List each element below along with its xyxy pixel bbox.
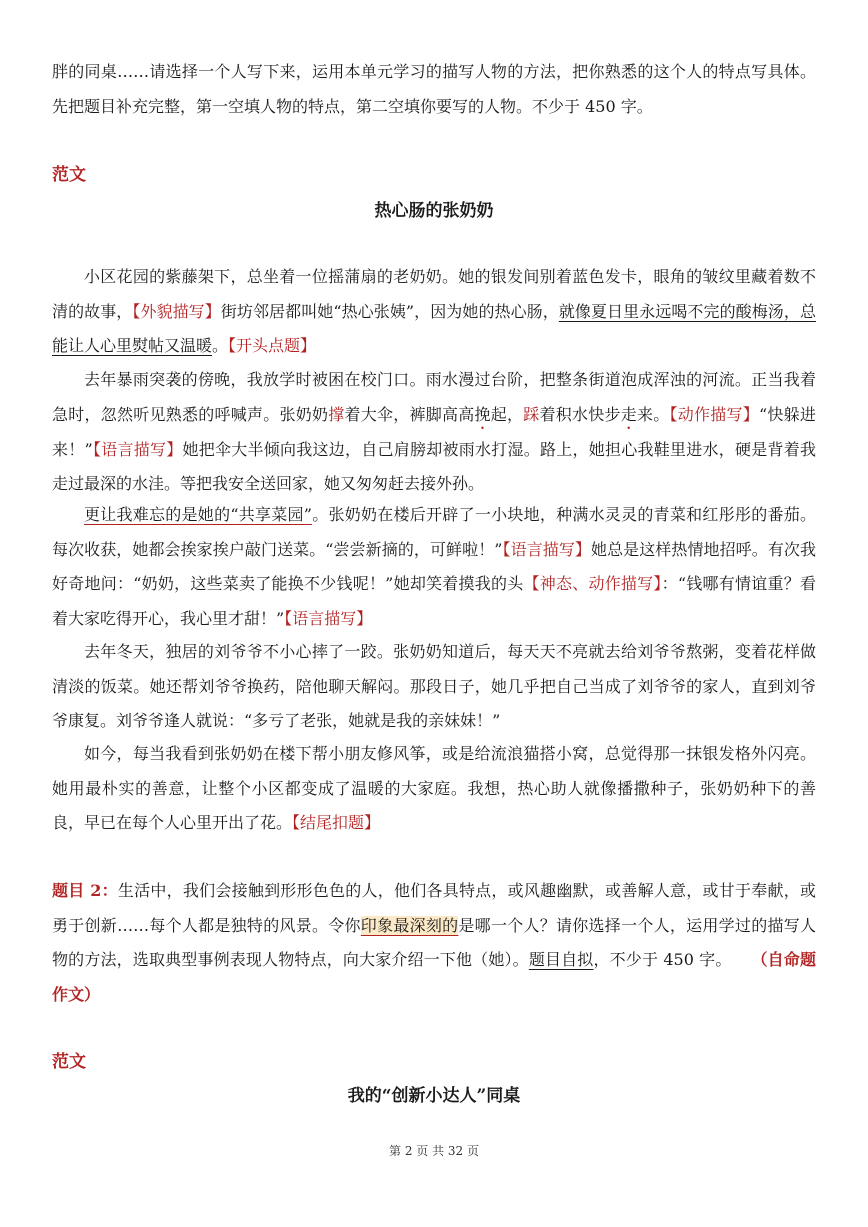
task2-tag: （自命题作文） (52, 950, 816, 1004)
sample1-heading: 范文 (52, 165, 86, 185)
page-footer: 第 2 页 共 32 页 (389, 1144, 479, 1158)
p2-text-d: 着积水快步 (539, 404, 621, 424)
sample1-paragraph-3 (52, 498, 816, 636)
p4-text: 去年冬天，独居的刘爷爷不小心摔了一跤。张奶奶知道后，每天天不亮就去给刘爷爷熬粥，变着花样做清淡的饭菜。她还帮刘爷爷换药，陪他聊天解闷。那段日子，她几乎把自己当成了刘爷爷的家人，直到刘爷爷康复。刘爷爷逢人就说：“多亏了老张，她就是我的亲妹妹！” (52, 642, 816, 730)
p2-text-g: 她把伞大半倾向我这边，自己肩膀却被雨水打湿。路上，她担心我鞋里进水，硬是背着我走过最深的水洼。等把我安全送回家，她又匆匆赶去接外孙。 (52, 439, 816, 493)
task2-text-a: 生活中，我们会接触到形形色色的人，他们各具特点，或风趣幽默，或善解人意，或甘于奉献，或勇于创新……每个人都是独特的风景。令你 (52, 881, 816, 935)
p2-text-c: 起， (490, 404, 524, 424)
p5-text: 如今，每当我看到张奶奶在楼下帮小朋友修风筝，或是给流浪猫搭小窝，总觉得那一抹银发格外闪亮。她用最朴实的善意，让整个小区都变成了温暖的大家庭。我想，热心助人就像播撒种子，张奶奶种下的善良，早已在每个人心里开出了花。 (52, 744, 816, 832)
p1-annotation-appearance: 【外貌描写】 (132, 301, 221, 321)
p1-text-a: 小区花园的紫藤架下，总坐着一位摇蒲扇的老奶奶。她的银发间别着蓝色发卡，眼角的皱纹里藏着数不清的故事， (52, 267, 816, 321)
p2-text-a: 去年暴雨突袭的傍晚，我放学时被困在校门口。雨水漫过台阶，把整条街道泡成浑浊的河流。正当我着急时，忽然听见熟悉的呼喊声。张奶奶 (52, 370, 816, 424)
p3-annotation-expression-action: 【神态、动作描写】 (523, 574, 662, 593)
p2-verb-3: 踩 (523, 404, 540, 424)
task2-underlined: 题目自拟 (528, 950, 594, 969)
intro-paragraph (52, 55, 816, 124)
p5-annotation-ending: 【结尾扣题】 (292, 813, 381, 832)
task2-text-b: 是哪一个人？请你选择一个人，运用学过的描写人物的方法，选取典型事例表现人物特点，向大家介绍一下他（她）。 (52, 915, 816, 969)
task2-paragraph (52, 874, 816, 1012)
p2-verb-2: 挽 (474, 404, 491, 424)
p3-text-c: 她总是这样热情地招呼。有次我好奇地问：“奶奶，这些菜卖了能换不少钱呢！”她却笑着摸我的头 (52, 539, 816, 593)
task2-highlight: 印象最深刻的 (360, 915, 459, 935)
p3-text-d: ：“钱哪有情谊重？看着大家吃得开心，我心里才甜！” (52, 574, 816, 628)
sample1-paragraph-2 (52, 363, 816, 502)
p1-underlined-simile: 就像夏日里永远喝不完的酸梅汤，总能让人心里熨帖又温暖 (52, 301, 816, 355)
p3-annotation-speech-2: 【语言描写】 (284, 608, 373, 628)
task2-text-c: ，不少于 450 字。 (593, 950, 732, 969)
p1-text-b: 街坊邻居都叫她“热心张姨”，因为她的热心肠， (220, 301, 559, 321)
sample1-paragraph-5 (52, 737, 816, 841)
p1-annotation-opening: 【开头点题】 (228, 336, 317, 355)
task2-label: 题目 2： (52, 881, 118, 900)
p3-text-b: 。张奶奶在楼后开辟了一小块地，种满水灵灵的青菜和红彤彤的番茄。每次收获，她都会挨家挨户敲门送菜。“尝尝新摘的，可鲜啦！” (52, 505, 816, 559)
p3-underlined-phrase: 更让我难忘的是她的“共享菜园” (84, 505, 312, 524)
p2-text-f: “快躲进来！” (52, 404, 816, 459)
sample1-paragraph-4 (52, 635, 816, 739)
sample2-heading: 范文 (52, 1052, 86, 1072)
p2-verb-4: 走 (620, 404, 637, 424)
sample1-title: 热心肠的张奶奶 (374, 201, 494, 221)
intro-text: 胖的同桌……请选择一个人写下来，运用本单元学习的描写人物的方法，把你熟悉的这个人的特点写具体。先把题目补充完整，第一空填人物的特点，第二空填你要写的人物。不少于 450 字。 (52, 62, 816, 116)
p1-text-d: 。 (212, 336, 229, 355)
p2-verb-1: 撑 (328, 404, 345, 424)
p3-annotation-speech-1: 【语言描写】 (502, 539, 591, 559)
p2-annotation-action: 【动作描写】 (669, 404, 759, 424)
p2-annotation-speech: 【语言描写】 (92, 439, 183, 459)
sample1-paragraph-1 (52, 260, 816, 364)
p2-text-e: 来。 (636, 404, 670, 424)
p2-text-b: 着大伞，裤脚高高 (344, 404, 475, 424)
sample2-title: 我的“创新小达人”同桌 (347, 1086, 521, 1106)
